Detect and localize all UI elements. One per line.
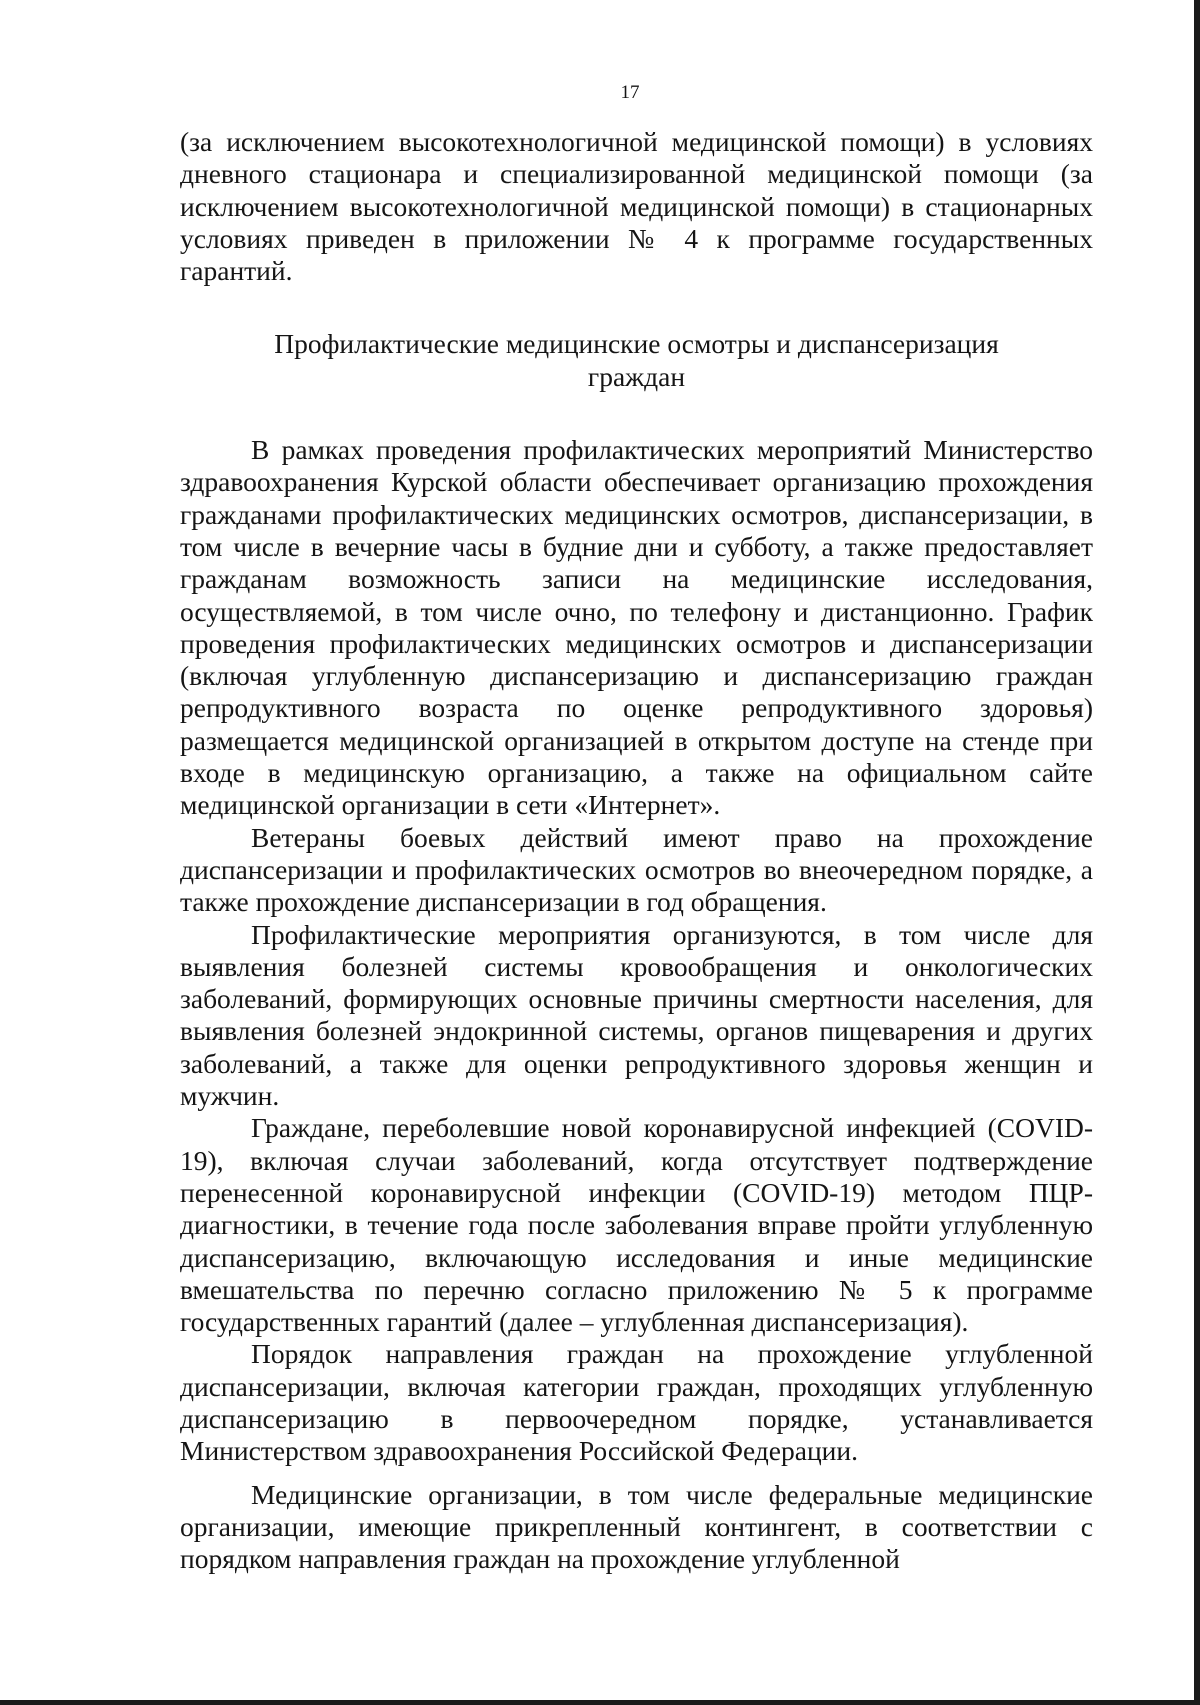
scan-edge-bottom [0, 1700, 1200, 1705]
intro-paragraph: (за исключением высокотехнологичной медицинской помощи) в условиях дневного стационара и специализированной медицинской помощи (за исключением высокотехнологичной медицинской помощи) в стационарных условиях приведен в приложении № 4 к программе государственных гарантий. [180, 126, 1093, 287]
scan-edge-right [1194, 0, 1200, 1705]
section-heading [180, 328, 1093, 393]
paragraph-prevention-measures: В рамках проведения профилактических мероприятий Министерство здравоохранения Курской области обеспечивает организацию прохождения гражданами профилактических медицинских осмотров, диспансеризации, в том числе в вечерние часы в будние дни и субботу, а также предоставляет гражданам возможность записи на медицинские исследования, осуществляемой, в том числе очно, по телефону и дистанционно. График проведения профилактических медицинских осмотров и диспансеризации (включая углубленную диспансеризацию и диспансеризацию граждан репродуктивного возраста по оценке репродуктивного здоровья) размещается медицинской организацией в открытом доступе на стенде при входе в медицинскую организацию, а также на официальном сайте медицинской организации в сети «Интернет». [180, 434, 1093, 821]
section-heading-line-1: Профилактические медицинские осмотры и диспансеризация [274, 328, 999, 360]
page-number: 17 [620, 82, 640, 103]
paragraph-referral-procedure: Порядок направления граждан на прохождение углубленной диспансеризации, включая категории граждан, проходящих углубленную диспансеризацию в первоочередном порядке, устанавливается Министерством здравоохранения Российской Федерации. [180, 1338, 1093, 1467]
paragraph-medical-organizations: Медицинские организации, в том числе федеральные медицинские организации, имеющие прикрепленный контингент, в соответствии с порядком направления граждан на прохождение углубленной [180, 1478, 1093, 1575]
document-body [180, 126, 1093, 1575]
paragraph-combat-veterans: Ветераны боевых действий имеют право на прохождение диспансеризации и профилактических осмотров во внеочередном порядке, а также прохождение диспансеризации в год обращения. [180, 821, 1093, 918]
paragraph-covid-citizens: Граждане, переболевшие новой коронавирусной инфекцией (COVID-19), включая случаи заболеваний, когда отсутствует подтверждение перенесенной коронавирусной инфекции (COVID-19) методом ПЦР-диагностики, в течение года после заболевания вправе пройти углубленную диспансеризацию, включающую исследования и иные медицинские вмешательства по перечню согласно приложению № 5 к программе государственных гарантий (далее – углубленная диспансеризация). [180, 1112, 1093, 1338]
section-heading-line-2: граждан [587, 360, 686, 392]
paragraph-prevention-goals: Профилактические мероприятия организуются, в том числе для выявления болезней системы кровообращения и онкологических заболеваний, формирующих основные причины смертности населения, для выявления болезней эндокринной системы, органов пищеварения и других заболеваний, а также для оценки репродуктивного здоровья женщин и мужчин. [180, 918, 1093, 1112]
